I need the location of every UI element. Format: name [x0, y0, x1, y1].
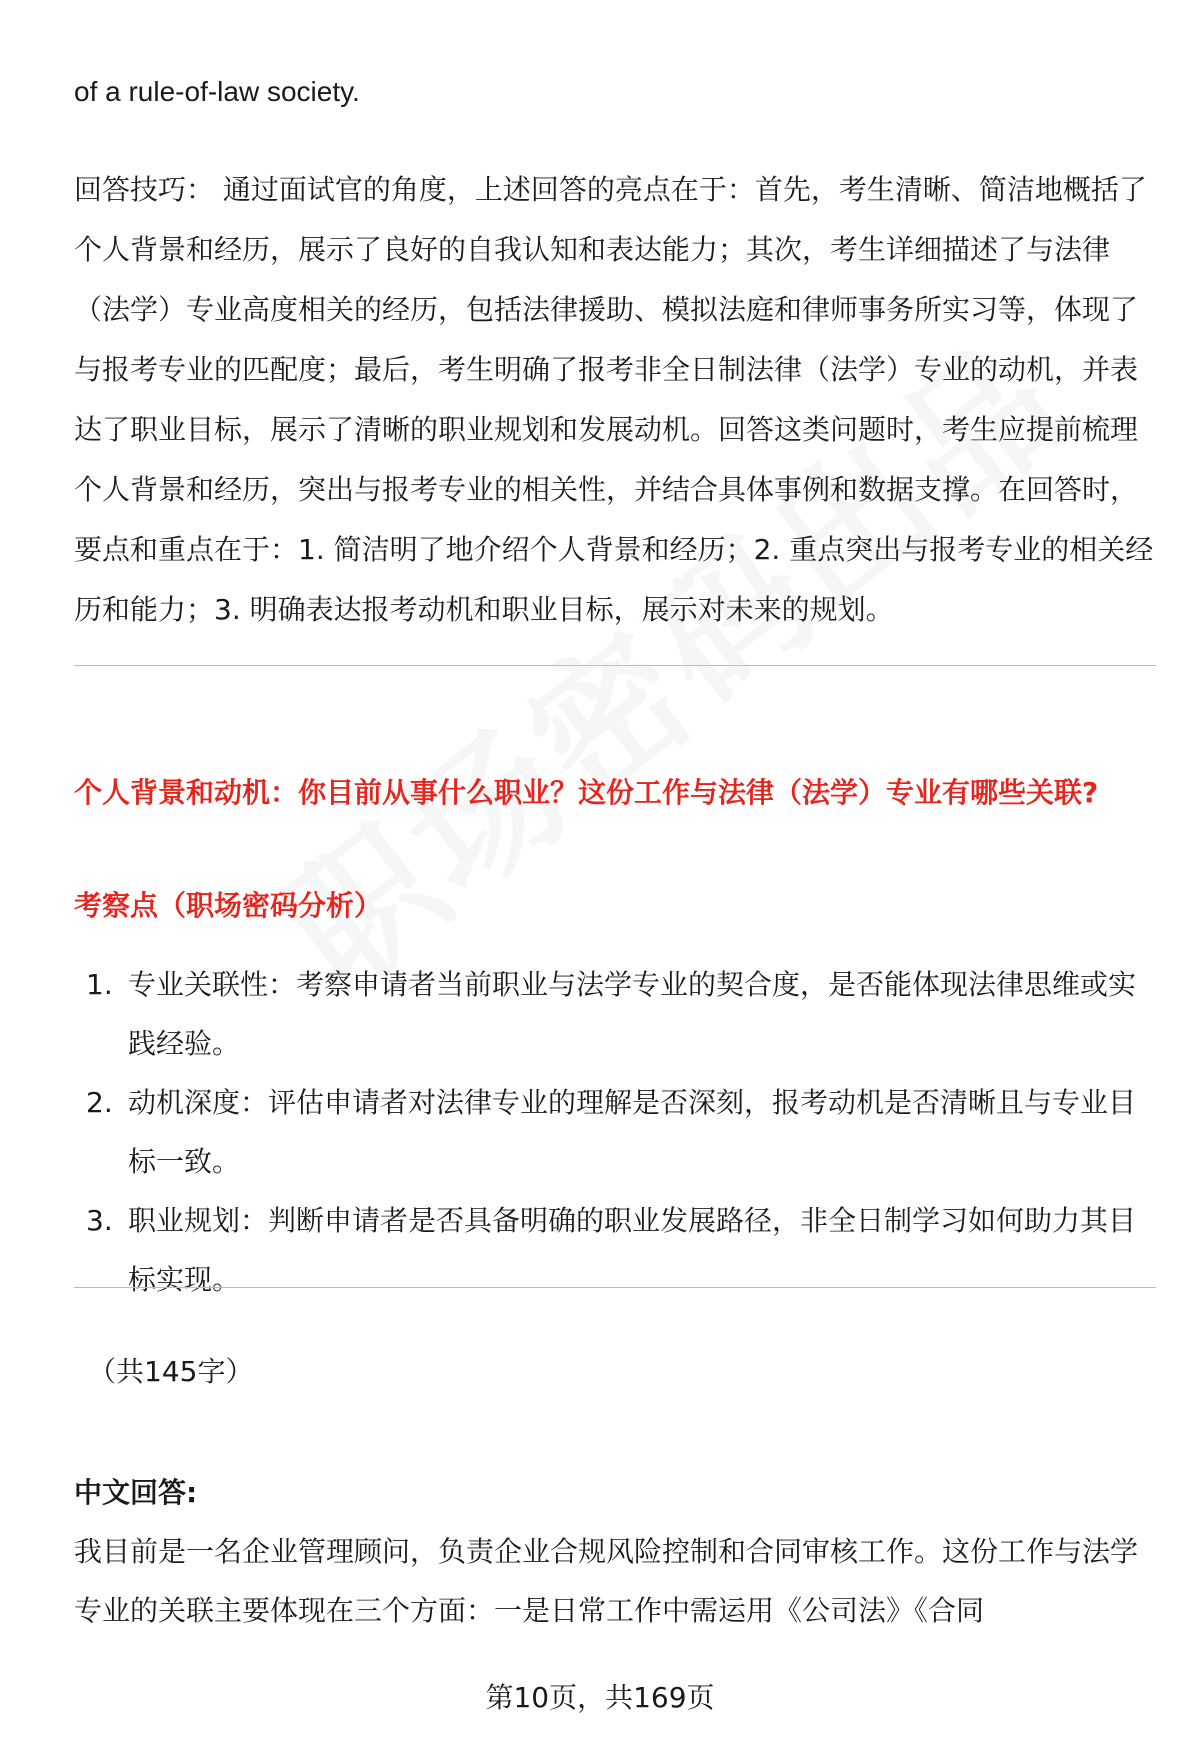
section-divider — [74, 1287, 1156, 1288]
list-item-number: 3. — [86, 1204, 113, 1237]
answer-tips-paragraph: 回答技巧： 通过面试官的角度，上述回答的亮点在于：首先，考生清晰、简洁地概括了个人背景和经历，展示了良好的自我认知和表达能力；其次，考生详细描述了与法律（法学）专业高度相关的经历，包括法律援助、模拟法庭和律师事务所实习等，体现了与报考专业的匹配度；最后，考生明确了报考非全日制法律（法学）专业的动机，并表达了职业目标，展示了清晰的职业规划和发展动机。回答这类问题时，考生应提前梳理个人背景和经历，突出与报考专业的相关性，并结合具体事例和数据支撑。在回答时，要点和重点在于：1. 简洁明了地介绍个人背景和经历；2. 重点突出与报考专业的相关经历和能力；3. 明确表达报考动机和职业目标，展示对未来的规划。 — [74, 173, 1154, 626]
list-item-text: 动机深度：评估申请者对法律专业的理解是否深刻，报考动机是否清晰且与专业目标一致。 — [128, 1086, 1137, 1178]
list-item — [74, 1191, 1156, 1309]
list-item — [74, 955, 1156, 1073]
assessment-points-list — [74, 955, 1156, 1309]
chinese-answer-body: 我目前是一名企业管理顾问，负责企业合规风险控制和合同审核工作。这份工作与法学专业的关联主要体现在三个方面：一是日常工作中需运用《公司法》《合同 — [74, 1535, 1139, 1627]
section-divider — [74, 665, 1156, 666]
page-footer: 第10页，共169页 — [485, 1681, 715, 1714]
list-item-number: 1. — [86, 968, 113, 1001]
intro-line: of a rule-of-law society. — [74, 76, 360, 107]
question-heading: 个人背景和动机：你目前从事什么职业？这份工作与法律（法学）专业有哪些关联? — [74, 776, 1099, 809]
chinese-answer-heading: 中文回答: — [74, 1476, 198, 1509]
word-count: （共145字） — [88, 1355, 254, 1388]
list-item — [74, 1073, 1156, 1191]
assessment-points-heading: 考察点（职场密码分析） — [74, 889, 383, 922]
list-item-number: 2. — [86, 1086, 113, 1119]
list-item-text: 专业关联性：考察申请者当前职业与法学专业的契合度，是否能体现法律思维或实践经验。 — [128, 968, 1137, 1060]
list-item-text: 职业规划：判断申请者是否具备明确的职业发展路径，非全日制学习如何助力其目标实现。 — [128, 1204, 1137, 1296]
